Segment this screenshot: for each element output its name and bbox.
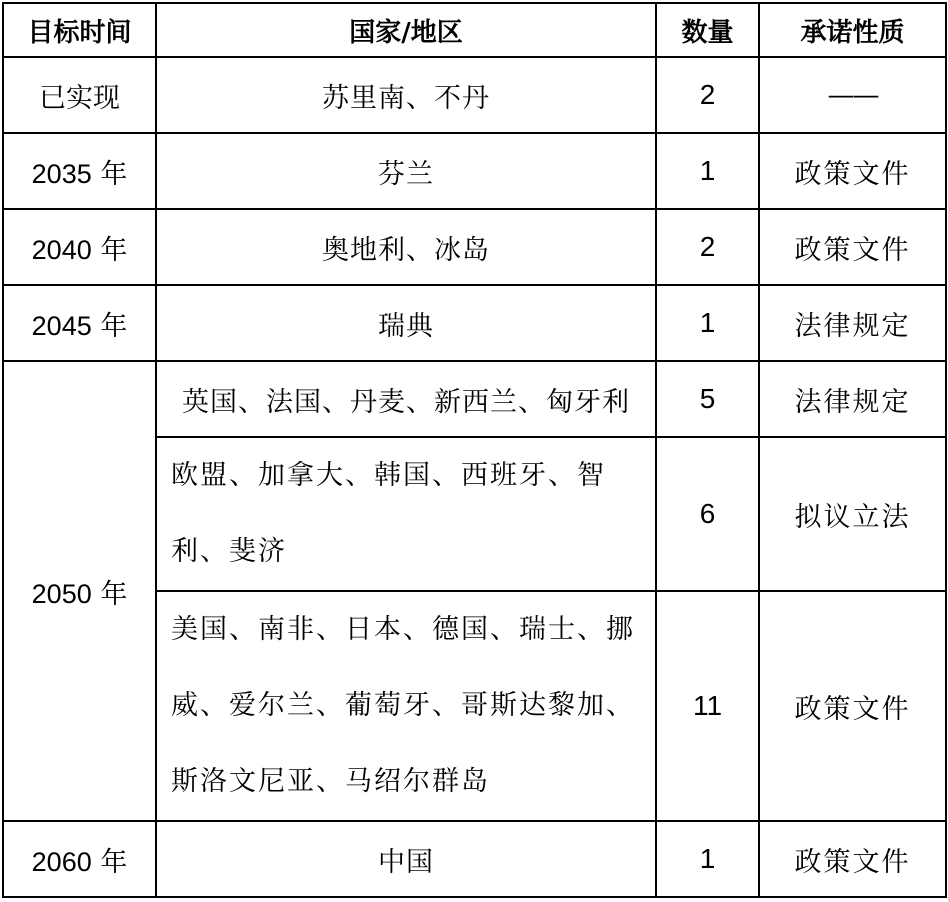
carbon-neutrality-targets-table [2,2,947,898]
countries-cell: 欧盟、加拿大、韩国、西班牙、智利、斐济 [156,437,656,591]
year-number: 2035 [31,158,92,189]
count-cell: 5 [656,361,759,437]
header-commitment-nature: 承诺性质 [759,3,946,57]
year-unit: 年 [100,846,128,878]
nature-cell: 政策文件 [759,591,946,821]
count-cell: 2 [656,209,759,285]
nature-cell: 法律规定 [759,361,946,437]
year-unit: 年 [100,158,128,190]
table-row [3,821,946,897]
nature-cell: 政策文件 [759,209,946,285]
nature-cell: —— [759,57,946,133]
countries-cell: 奥地利、冰岛 [156,209,656,285]
count-cell: 2 [656,57,759,133]
time-cell [3,361,156,821]
countries-cell: 美国、南非、日本、德国、瑞士、挪威、爱尔兰、葡萄牙、哥斯达黎加、斯洛文尼亚、马绍尔群岛 [156,591,656,821]
nature-cell: 拟议立法 [759,437,946,591]
time-cell [3,133,156,209]
year-number: 2060 [31,846,92,877]
table-row [3,57,946,133]
countries-cell: 芬兰 [156,133,656,209]
year-number: 2040 [31,234,92,265]
table-header-row [3,3,946,57]
header-target-time: 目标时间 [3,3,156,57]
count-cell: 1 [656,821,759,897]
countries-cell: 瑞典 [156,285,656,361]
year-number: 2050 [31,578,92,609]
time-cell [3,285,156,361]
year-unit: 年 [100,234,128,266]
year-number: 2045 [31,310,92,341]
time-cell: 已实现 [3,57,156,133]
time-cell [3,209,156,285]
table-row [3,285,946,361]
header-count: 数量 [656,3,759,57]
countries-cell: 苏里南、不丹 [156,57,656,133]
countries-cell: 中国 [156,821,656,897]
year-unit: 年 [100,578,128,610]
header-country-region: 国家/地区 [156,3,656,57]
count-cell: 1 [656,285,759,361]
table-row [3,133,946,209]
time-cell [3,821,156,897]
nature-cell: 政策文件 [759,821,946,897]
year-unit: 年 [100,310,128,342]
nature-cell: 政策文件 [759,133,946,209]
count-cell: 11 [656,591,759,821]
table-row [3,209,946,285]
table-row [3,361,946,437]
countries-cell: 英国、法国、丹麦、新西兰、匈牙利 [156,361,656,437]
nature-cell: 法律规定 [759,285,946,361]
count-cell: 6 [656,437,759,591]
count-cell: 1 [656,133,759,209]
